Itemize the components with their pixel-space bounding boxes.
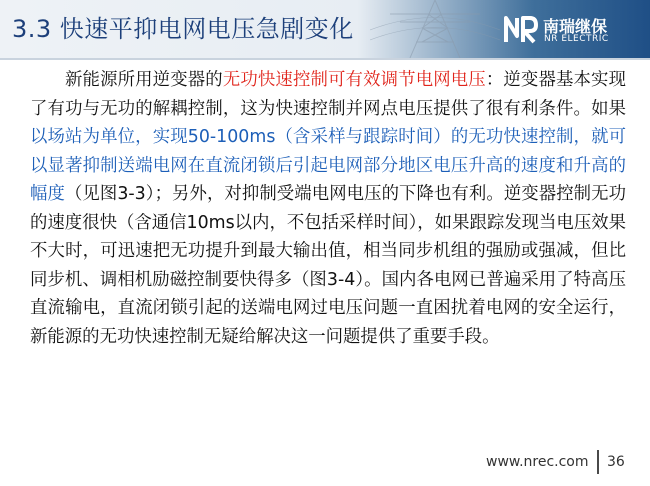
highlight-red-text: 无功快速控制可有效调节电网电压 — [222, 70, 486, 90]
page-number: 36 — [607, 454, 625, 470]
company-logo — [503, 6, 643, 52]
header-divider — [0, 58, 650, 60]
logo-english-name: NR ELECTRIC — [544, 34, 609, 44]
footer-divider — [597, 450, 599, 474]
page-title: 3.3 快速平抑电网电压急剧变化 — [12, 15, 354, 43]
logo-chinese-name: 南瑞继保 — [543, 17, 608, 36]
nr-logo-icon — [503, 14, 539, 46]
footer-website: www.nrec.com — [486, 454, 589, 470]
slide-body-text — [30, 66, 626, 351]
body-text-segment: 新能源所用逆变器的 — [65, 70, 223, 90]
highlight-blue-text: 以场站为单位，实现50-100ms（含采样与跟踪时间）的无功快速控制，就可以显著抑制送端电网在直流闭锁后引起电网部分地区电压升高的速度和升高的幅度 — [30, 127, 626, 204]
transmission-tower-graphic — [370, 0, 500, 58]
body-text-segment: （见图3-3）；另外，对抑制受端电网电压的下降也有利。逆变器控制无功的速度很快（含通信10ms以内，不包括采样时间），如果跟踪发现当电压效果不大时，可迅速把无功提升到最大输出值，相当同步机组的强励或强减，但比同步机、调相机励磁控制要快得多（图3-4）。国内各电网已普遍采用了特高压直流输电，直流闭锁引起的送端电网过电压问题一直困扰着电网的安全运行，新能源的无功快速控制无疑给解决这一问题提供了重要手段。 — [30, 184, 626, 347]
header-bar — [0, 0, 650, 58]
body-text-segment: ：逆变器基本实现了有功与无功的解耦控制，这为快速控制并网点电压提供了很有利条件。如果 — [30, 70, 626, 119]
